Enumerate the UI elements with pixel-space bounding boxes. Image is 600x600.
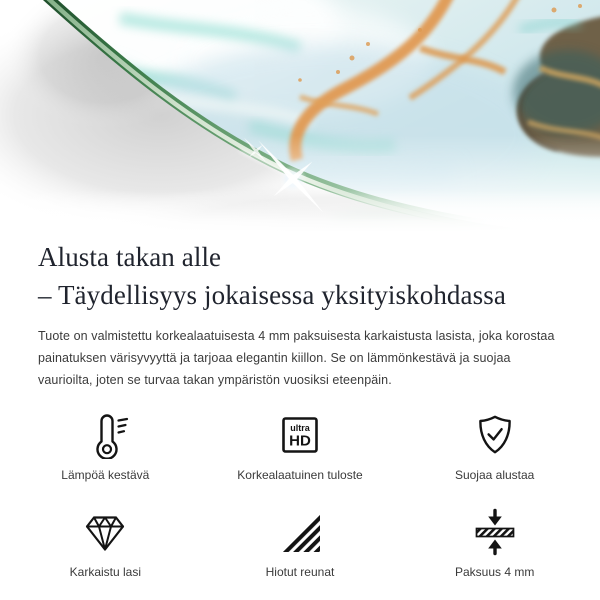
page-title	[38, 238, 562, 314]
feature-tempered-glass	[8, 508, 203, 579]
ultra-hd-icon	[276, 411, 324, 459]
feature-label: Karkaistu lasi	[69, 565, 142, 579]
page-title-line-2: – Täydellisyys jokaisessa yksityiskohdassa	[38, 280, 506, 310]
feature-label: Korkealaatuinen tuloste	[237, 468, 363, 482]
thermometer-icon	[81, 411, 129, 459]
feature-label: Lämpöä kestävä	[61, 468, 150, 482]
svg-text:ultra: ultra	[290, 423, 310, 433]
feature-thickness	[397, 508, 592, 579]
marble-glass-illustration	[0, 0, 600, 232]
feature-ultra-hd-print	[203, 411, 398, 482]
feature-heat-resistant	[8, 411, 203, 482]
product-image	[0, 0, 600, 232]
svg-text:HD: HD	[289, 432, 311, 450]
beveled-edge-icon	[276, 508, 324, 556]
diamond-icon	[81, 508, 129, 556]
feature-label: Paksuus 4 mm	[454, 565, 535, 579]
product-description-text: Tuote on valmistettu korkealaatuisesta 4 mm paksuisesta karkaistusta lasista, joka korostaa painatuksen värisyvyyttä ja tarjoaa elegantin kiillon. Se on lämmönkestävä ja suojaa vaurioilta, joten se turvaa takan ympäristön vuosiksi eteenpäin.	[38, 329, 555, 387]
thickness-icon	[471, 508, 519, 556]
feature-grid	[0, 411, 600, 579]
feature-protects-base	[397, 411, 592, 482]
feature-label: Hiotut reunat	[265, 565, 335, 579]
feature-label: Suojaa alustaa	[454, 468, 535, 482]
shield-check-icon	[471, 411, 519, 459]
feature-polished-edges	[203, 508, 398, 579]
page-title-line-1: Alusta takan alle	[38, 242, 222, 272]
